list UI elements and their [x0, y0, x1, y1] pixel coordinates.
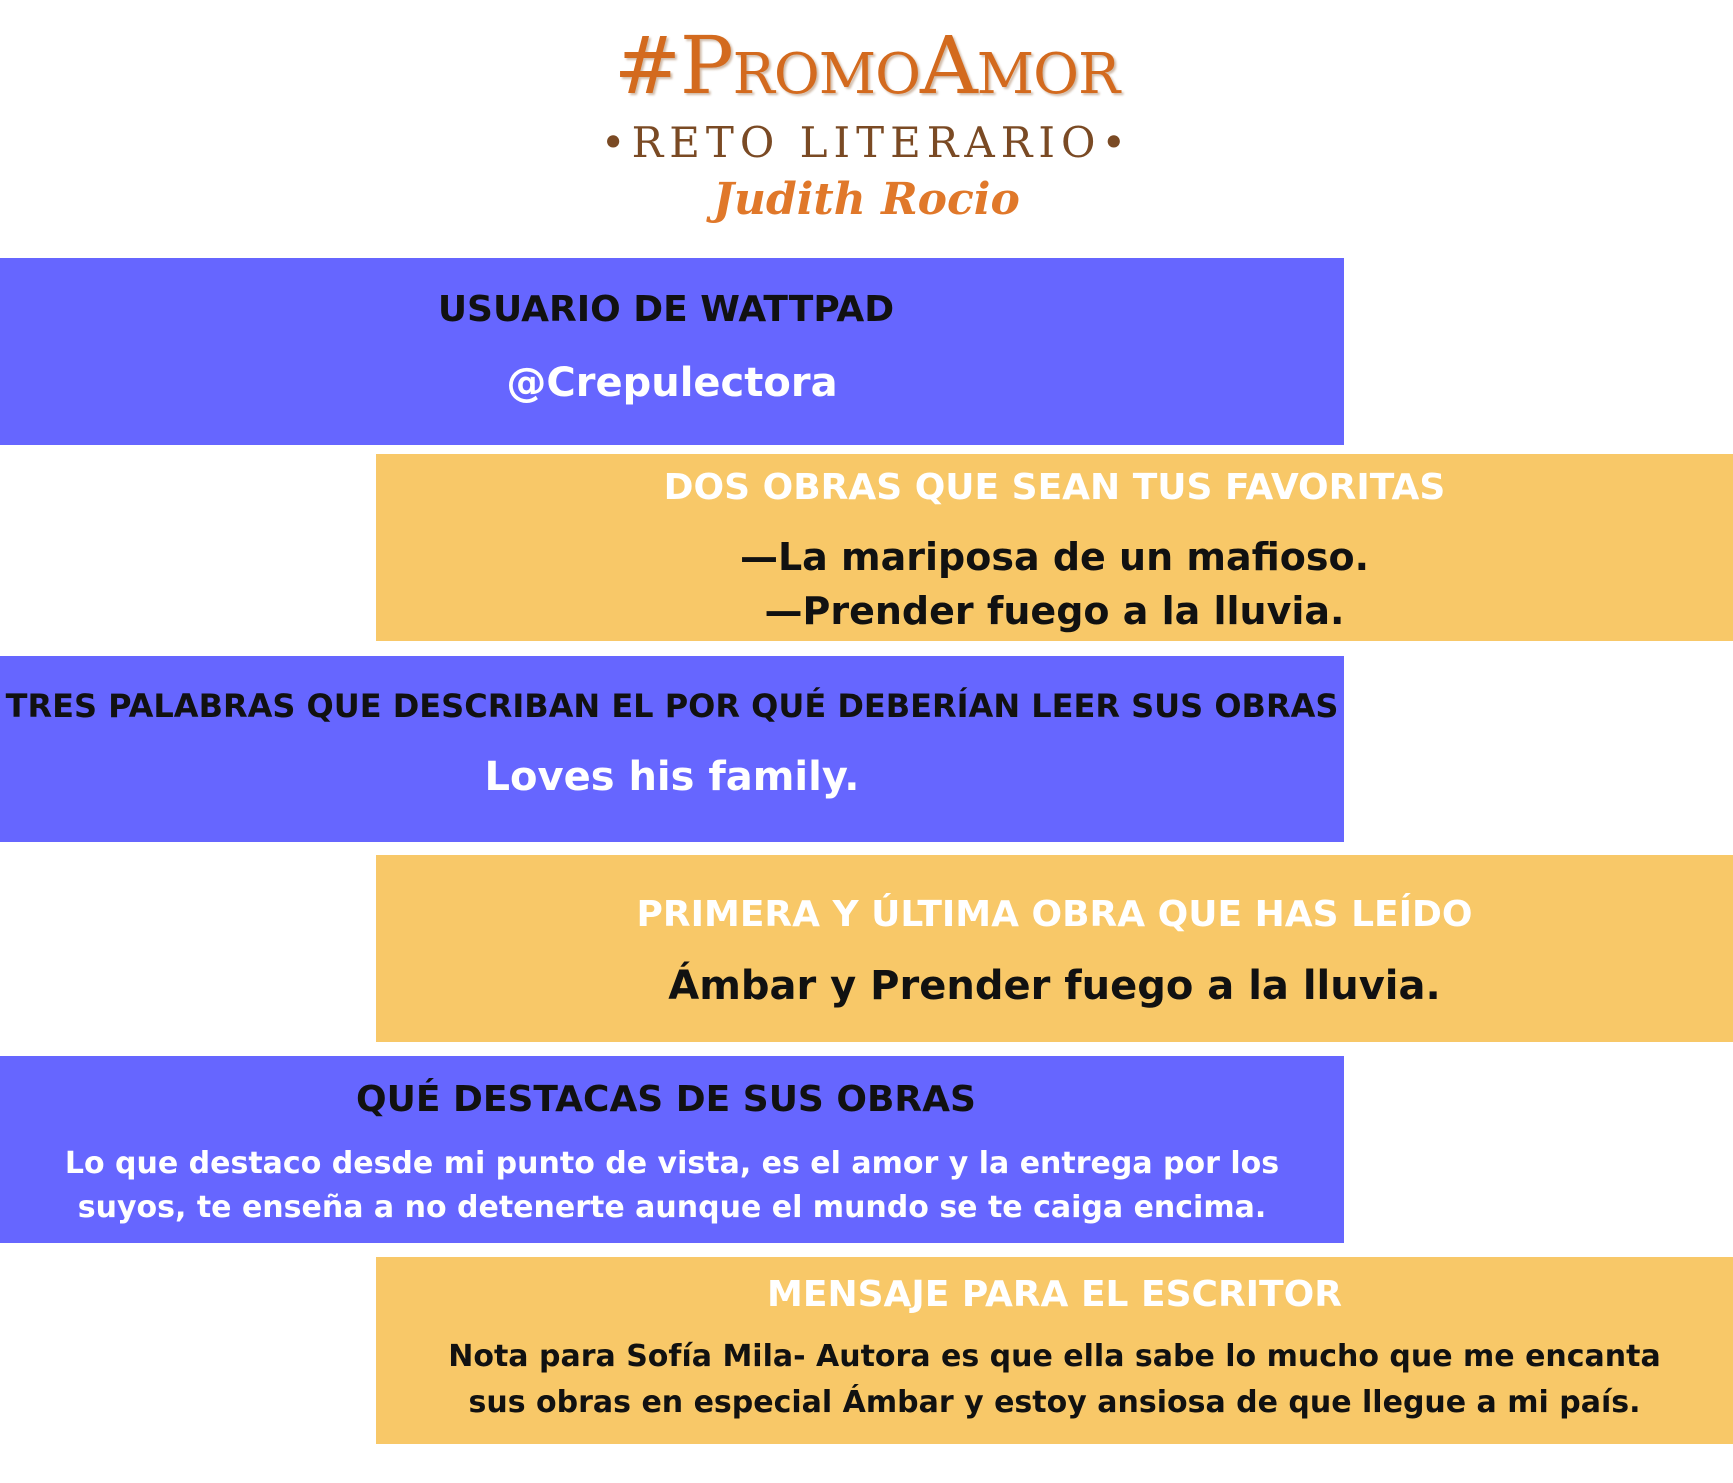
- panel-answer-line-1: Lo que destaco desde mi punto de vista, es el amor y la entrega por los: [64, 1146, 1280, 1181]
- header: [0, 0, 1733, 250]
- panel-title: TRES PALABRAS QUE DESCRIBAN EL POR QUÉ DEBERÍAN LEER SUS OBRAS: [5, 687, 1339, 725]
- panel-title: DOS OBRAS QUE SEAN TUS FAVORITAS: [663, 467, 1446, 508]
- panel-answer-line-1: —La mariposa de un mafioso.: [739, 535, 1370, 579]
- panel-answer: Loves his family.: [484, 754, 860, 800]
- panel-answer-line-2: sus obras en especial Ámbar y estoy ansiosa de que llegue a mi país.: [468, 1385, 1641, 1420]
- panel-title: MENSAJE PARA EL ESCRITOR: [767, 1274, 1342, 1315]
- panel-first-last-work: [376, 855, 1733, 1042]
- panel-favorite-works: [376, 454, 1733, 641]
- promo-subtitle: •RETO LITERARIO•: [600, 118, 1133, 167]
- panel-title: QUÉ DESTACAS DE SUS OBRAS: [356, 1079, 976, 1120]
- promo-author-signature: Judith Rocio: [713, 174, 1020, 225]
- panel-title: PRIMERA Y ÚLTIMA OBRA QUE HAS LEÍDO: [636, 894, 1473, 935]
- panel-answer-line-2: suyos, te enseña a no detenerte aunque el mundo se te caiga encima.: [77, 1190, 1267, 1225]
- panel-wattpad-user: [0, 258, 1344, 445]
- panel-answer: Ámbar y Prender fuego a la lluvia.: [668, 963, 1441, 1009]
- panel-highlights: [0, 1056, 1344, 1243]
- panel-answer-line-2: —Prender fuego a la lluvia.: [764, 589, 1345, 633]
- panel-three-words: [0, 656, 1344, 842]
- promo-title: #PromoAmor: [613, 19, 1120, 112]
- panel-title: USUARIO DE WATTPAD: [437, 289, 895, 330]
- panel-answer: @Crepulectora: [506, 360, 838, 406]
- panel-answer-line-1: Nota para Sofía Mila- Autora es que ella sabe lo mucho que me encanta: [448, 1339, 1661, 1374]
- panel-message-to-writer: [376, 1257, 1733, 1444]
